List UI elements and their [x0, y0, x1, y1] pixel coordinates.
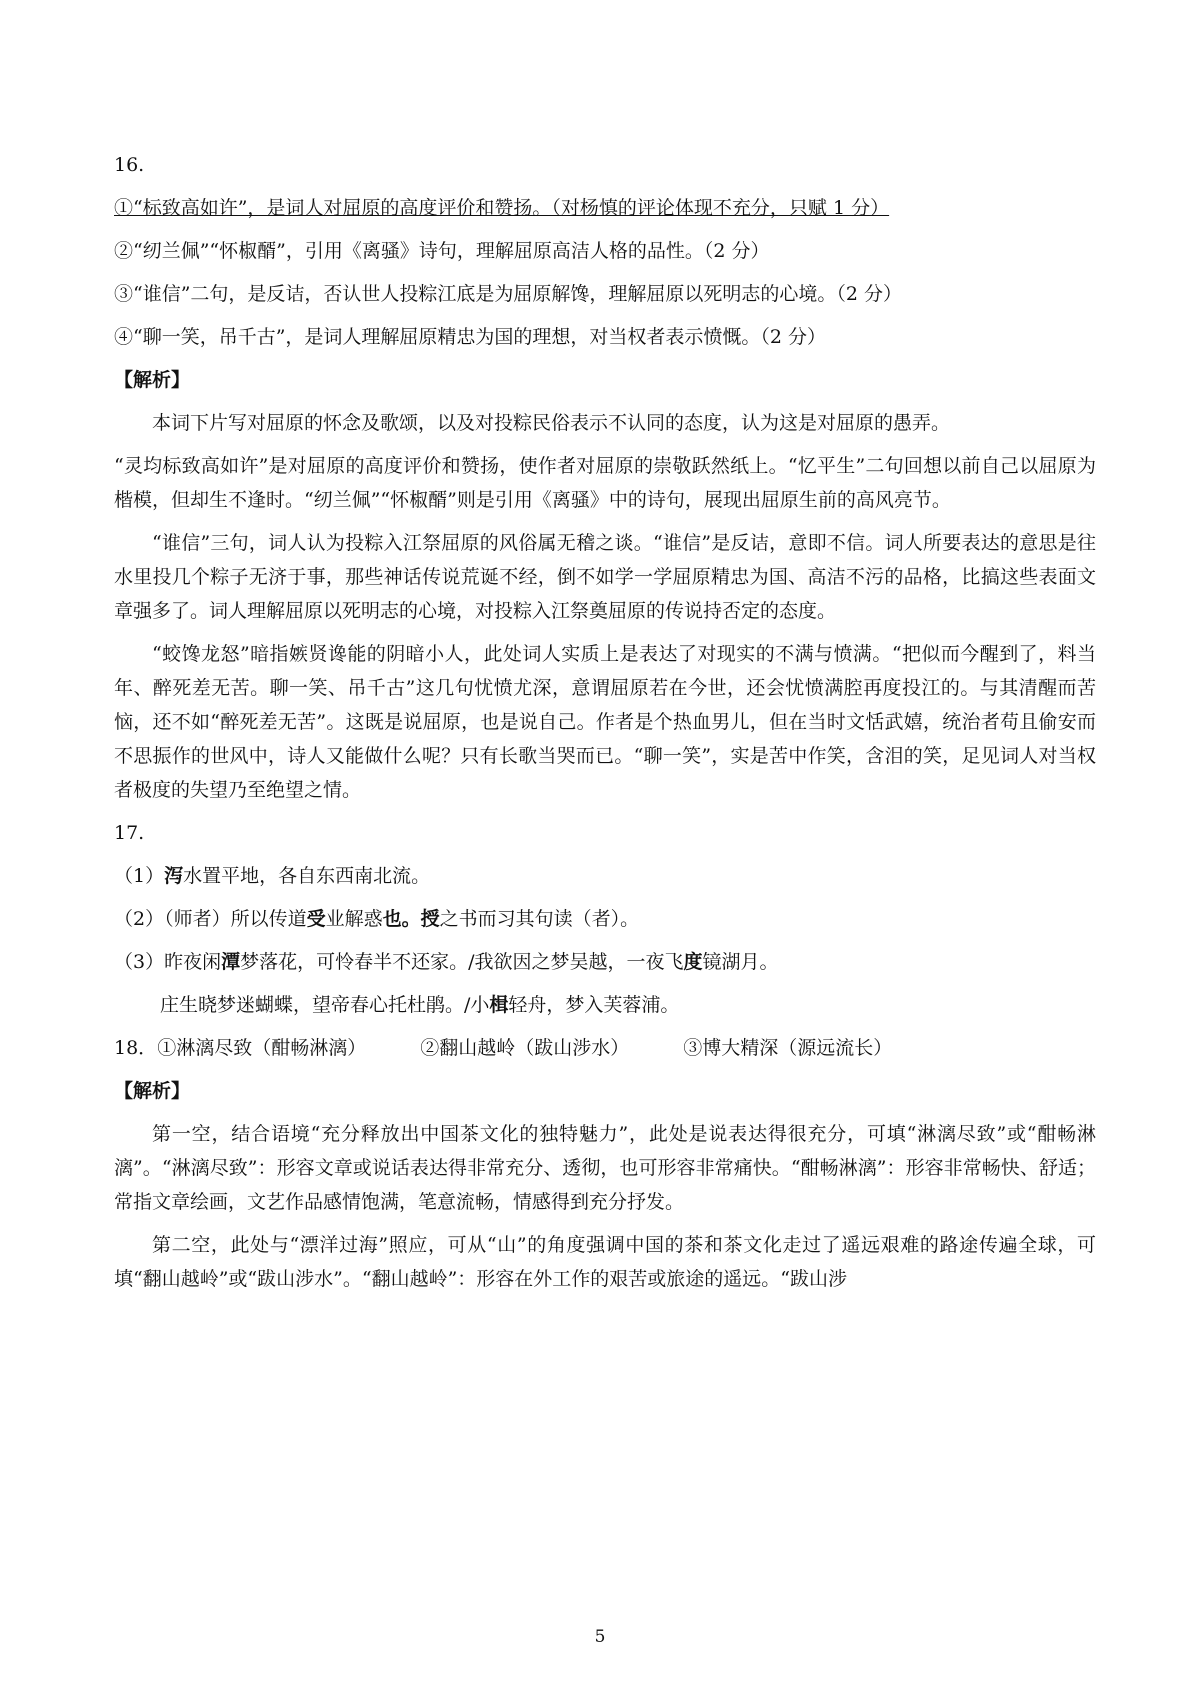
answer-point-2: ②“纫兰佩”“怀椒醑”，引用《离骚》诗句，理解屈原高洁人格的品性。（2 分）: [114, 240, 770, 262]
answer-text: 业解惑: [325, 908, 383, 930]
question-18-number: 18．: [114, 1037, 158, 1059]
answer-text: 轻舟，梦入芙蓉浦。: [508, 994, 680, 1016]
analysis-paragraph: 第二空，此处与“漂洋过海”照应，可从“山”的角度强调中国的茶和茶文化走过了遥远艰难的路途传遍全球，可填“翻山越岭”或“跋山涉水”。“翻山越岭”：形容在外工作的艰苦或旅途的遥远。“跋山涉: [114, 1234, 1096, 1290]
analysis-heading: 【解析】: [114, 369, 191, 391]
answer-text: （3）昨夜闲: [114, 951, 222, 973]
answer-17-1: [114, 859, 1096, 893]
answer-text: 镜湖月。: [702, 951, 779, 973]
analysis-paragraph: “蛟馋龙怒”暗指嫉贤谗能的阴暗小人，此处词人实质上是表达了对现实的不满与愤满。“把似而今醒到了，料当年、醉死差无苦。聊一笑、吊千古”这几句忧愤尤深，意谓屈原若在今世，还会忧愤满腔再度投江的。与其清醒而苦恼，还不如“醉死差无苦”。这既是说屈原，也是说自己。作者是个热血男儿，但在当时文恬武嬉，统治者苟且偷安而不思振作的世风中，诗人又能做什么呢？只有长歌当哭而已。“聊一笑”，实是苦中作笑，含泪的笑，足见词人对当权者极度的失望乃至绝望之情。: [114, 643, 1096, 801]
answer-18-1: ①淋漓尽致（酣畅淋漓）: [157, 1037, 367, 1059]
answer-text: 庄生晓梦迷蝴蝶，望帝春心托杜鹃。/小: [160, 994, 490, 1016]
answer-18-3: ③博大精深（源远流长）: [683, 1037, 893, 1059]
analysis-paragraph: 第一空，结合语境“充分释放出中国茶文化的独特魅力”，此处是说表达得很充分，可填“淋漓尽致”或“酣畅淋漓”。“淋漓尽致”：形容文章或说话表达得非常充分、透彻，也可形容非常痛快。“酣畅淋漓”：形容非常畅快、舒适；常指文章绘画，文艺作品感情饱满，笔意流畅，情感得到充分抒发。: [114, 1123, 1096, 1213]
answer-17-4: [114, 988, 1096, 1022]
key-character: 潭: [221, 951, 241, 973]
answer-text: （1）: [114, 865, 165, 887]
answer-text: 水置平地，各自东西南北流。: [183, 865, 431, 887]
analysis-heading: 【解析】: [114, 1080, 191, 1102]
question-17-number: 17.: [114, 822, 145, 844]
answer-point-4: ④“聊一笑，吊千古”，是词人理解屈原精忠为国的理想，对当权者表示愤慨。（2 分）: [114, 326, 827, 348]
page-number: 5: [594, 1627, 606, 1647]
key-character: 楫: [489, 994, 509, 1016]
question-16-number: 16.: [114, 154, 145, 176]
answer-text: （2）（师者）所以传道: [114, 908, 307, 930]
answer-17-2: [114, 902, 1096, 936]
answer-point-3: ③“谁信”二句，是反诘，否认世人投粽江底是为屈原解馋，理解屈原以死明志的心境。（2 分）: [114, 283, 903, 305]
answer-text: 梦落花，可怜春半不还家。/我欲因之梦吴越，一夜飞: [240, 951, 684, 973]
key-character: 也。授: [382, 908, 440, 930]
answer-text: 之书而习其句读（者）。: [439, 908, 640, 930]
answer-18-2: ②翻山越岭（跋山涉水）: [420, 1037, 630, 1059]
analysis-paragraph: “灵均标致高如许”是对屈原的高度评价和赞扬，使作者对屈原的崇敬跃然纸上。“忆平生”二句回想以前自己以屈原为楷模，但却生不逢时。“纫兰佩”“怀椒醑”则是引用《离骚》中的诗句，展现出屈原生前的高风亮节。: [114, 455, 1096, 511]
key-character: 受: [306, 908, 326, 930]
answer-point-1: ①“标致高如许”，是词人对屈原的高度评价和赞扬。（对杨慎的评论体现不充分，只赋 1 分）: [114, 197, 890, 219]
document-body: [114, 148, 1096, 1305]
key-character: 泻: [164, 865, 184, 887]
analysis-paragraph: “谁信”三句，词人认为投粽入江祭屈原的风俗属无稽之谈。“谁信”是反诘，意即不信。词人所要表达的意思是往水里投几个粽子无济于事，那些神话传说荒诞不经，倒不如学一学屈原精忠为国、高洁不污的品格，比搞这些表面文章强多了。词人理解屈原以死明志的心境，对投粽入江祭奠屈原的传说持否定的态度。: [114, 532, 1096, 622]
question-18-answers: [114, 1031, 1096, 1065]
analysis-paragraph: 本词下片写对屈原的怀念及歌颂，以及对投粽民俗表示不认同的态度，认为这是对屈原的愚弄。: [152, 412, 951, 434]
key-character: 度: [683, 951, 703, 973]
answer-17-3: [114, 945, 1096, 979]
